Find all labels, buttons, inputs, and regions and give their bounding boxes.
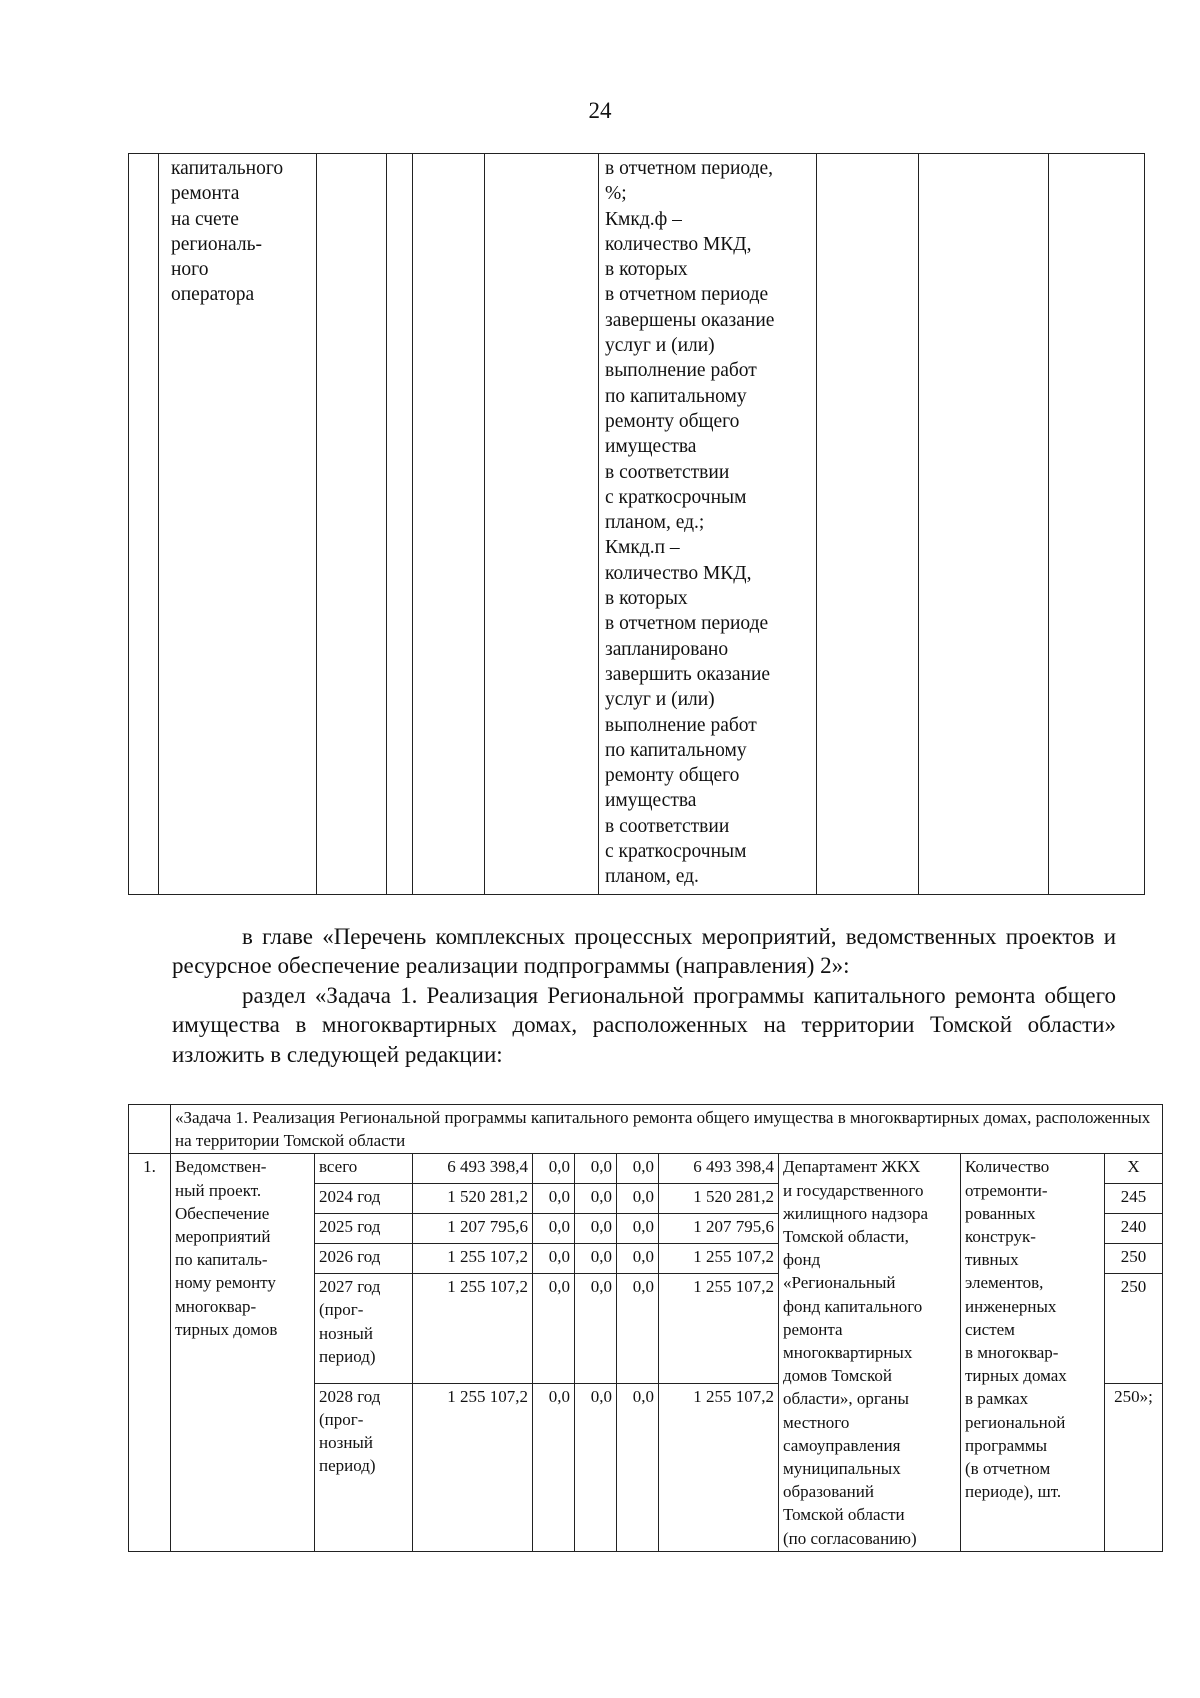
value-cell: 250 [1105, 1244, 1163, 1274]
table-cell [387, 154, 413, 895]
paragraph-text: раздел «Задача 1. Реализация Региональной программы капитального ремонта общего имущества в многоквартирных домах, расположенных на территории Томской области» изложить в следующей редакции: [172, 983, 1116, 1067]
table-cell [129, 1105, 171, 1154]
federal-cell: 0,0 [533, 1244, 575, 1274]
regional-cell: 0,0 [575, 1274, 617, 1384]
value-cell: 240 [1105, 1214, 1163, 1244]
table-row [129, 1154, 1163, 1184]
local-cell: 0,0 [617, 1244, 659, 1274]
local-cell: 0,0 [617, 1383, 659, 1551]
total-cell: 1 255 107,2 [413, 1383, 533, 1551]
period-cell: всего [315, 1154, 413, 1184]
total-cell: 6 493 398,4 [413, 1154, 533, 1184]
table-header-row [129, 1105, 1163, 1154]
page-number: 24 [588, 98, 612, 123]
table-cell [919, 154, 1049, 895]
federal-cell: 0,0 [533, 1154, 575, 1184]
fund-cell: 1 255 107,2 [659, 1383, 779, 1551]
table-cell [817, 154, 919, 895]
regional-cell: 0,0 [575, 1244, 617, 1274]
fund-cell: 1 207 795,6 [659, 1214, 779, 1244]
table-cell [485, 154, 599, 895]
table-cell [1049, 154, 1145, 895]
total-cell: 1 207 795,6 [413, 1214, 533, 1244]
regional-cell: 0,0 [575, 1154, 617, 1184]
regional-cell: 0,0 [575, 1184, 617, 1214]
fund-cell: 1 255 107,2 [659, 1274, 779, 1384]
period-cell: 2024 год [315, 1184, 413, 1214]
total-cell: 1 255 107,2 [413, 1244, 533, 1274]
regional-cell: 0,0 [575, 1214, 617, 1244]
value-cell: 250 [1105, 1274, 1163, 1384]
indicator-formula-table-continuation [128, 153, 1145, 895]
total-cell: 1 520 281,2 [413, 1184, 533, 1214]
federal-cell: 0,0 [533, 1274, 575, 1384]
indicator-name-cell: капитального ремонта на счете региональ- ного оператора [159, 154, 317, 895]
federal-cell: 0,0 [533, 1214, 575, 1244]
local-cell: 0,0 [617, 1184, 659, 1214]
table-cell [129, 154, 159, 895]
local-cell: 0,0 [617, 1274, 659, 1384]
fund-cell: 1 255 107,2 [659, 1244, 779, 1274]
instruction-paragraph [172, 922, 1116, 981]
local-cell: 0,0 [617, 1154, 659, 1184]
value-cell: Х [1105, 1154, 1163, 1184]
regional-cell: 0,0 [575, 1383, 617, 1551]
period-cell: 2028 год (прог- нозный период) [315, 1383, 413, 1551]
total-cell: 1 255 107,2 [413, 1274, 533, 1384]
period-cell: 2026 год [315, 1244, 413, 1274]
federal-cell: 0,0 [533, 1383, 575, 1551]
executor-cell: Департамент ЖКХ и государственного жилищного надзора Томской области, фонд «Региональный фонд капитального ремонта многоквартирных домов Томской области», органы местного самоуправления муниципальных образований Томской области (по согласованию) [779, 1154, 961, 1551]
paragraph-text: в главе «Перечень комплексных процессных мероприятий, ведомственных проектов и ресурсное обеспечение реализации подпрограммы (направления) 2»: [172, 924, 1116, 979]
fund-cell: 1 520 281,2 [659, 1184, 779, 1214]
period-cell: 2025 год [315, 1214, 413, 1244]
indicator-cell: Количество отремонти- рованных конструк- тивных элементов, инженерных систем в многоквар- тирных домах в рамках региональной программы (в отчетном периоде), шт. [961, 1154, 1105, 1551]
row-number-cell: 1. [129, 1154, 171, 1551]
table-row [129, 154, 1145, 895]
federal-cell: 0,0 [533, 1184, 575, 1214]
period-cell: 2027 год (прог- нозный период) [315, 1274, 413, 1384]
value-cell: 245 [1105, 1184, 1163, 1214]
table-cell [413, 154, 485, 895]
task-header-cell: «Задача 1. Реализация Региональной программы капитального ремонта общего имущества в многоквартирных домах, расположенных на территории Томской области [171, 1105, 1163, 1154]
instruction-paragraph [172, 981, 1116, 1069]
value-cell: 250»; [1105, 1383, 1163, 1551]
project-name-cell: Ведомствен- ный проект. Обеспечение мероприятий по капиталь- ному ремонту многоквар- тирных домов [171, 1154, 315, 1551]
formula-description-cell: в отчетном периоде, %; Кмкд.ф – количество МКД, в которых в отчетном периоде завершены оказание услуг и (или) выполнение работ по капитальному ремонту общего имущества в соответствии с краткосрочным планом, ед.; Кмкд.п – количество МКД, в которых в отчетном периоде запланировано завершить оказание услуг и (или) выполнение работ по капитальному ремонту общего имущества в соответствии с краткосрочным планом, ед. [599, 154, 817, 895]
table-cell [317, 154, 387, 895]
fund-cell: 6 493 398,4 [659, 1154, 779, 1184]
task-funding-table [128, 1104, 1163, 1552]
local-cell: 0,0 [617, 1214, 659, 1244]
